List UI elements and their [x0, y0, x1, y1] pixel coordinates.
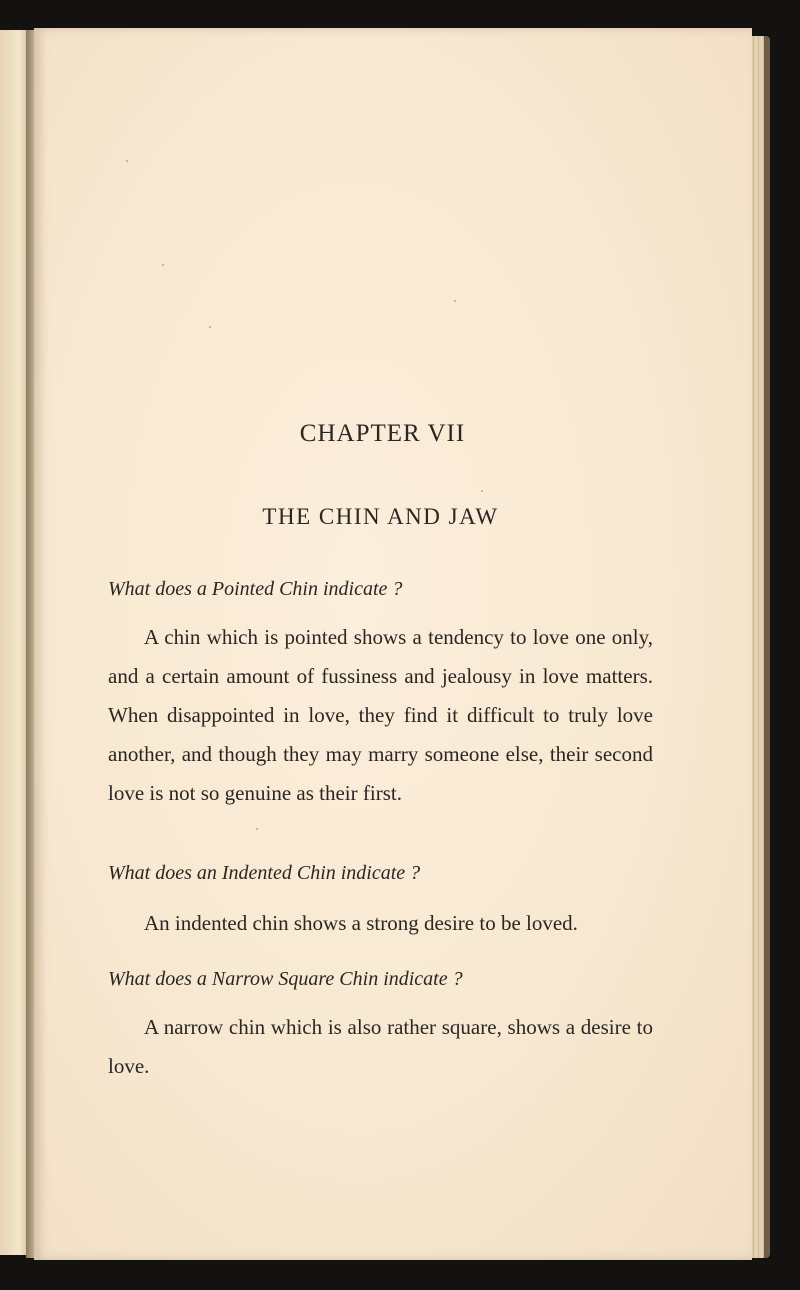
answer-indented-chin: An indented chin shows a strong desire to be loved. [144, 911, 578, 935]
question-narrow-square-chin: What does a Narrow Square Chin indicate ? [108, 968, 463, 990]
paper-speck [209, 326, 211, 328]
paper-speck [256, 828, 258, 830]
question-pointed-chin: What does a Pointed Chin indicate ? [108, 578, 403, 600]
answer-pointed-chin: A chin which is pointed shows a tendency to love one only, and a certain amount of fussiness and jealousy in love matters. When disappointed in love, they find it difficult to truly love another, and though they may marry someone else, their second love is not so genuine as their first. [108, 625, 653, 805]
cover-edge [764, 36, 770, 1258]
chapter-label: CHAPTER VII [299, 420, 466, 447]
question-indented-chin: What does an Indented Chin indicate ? [108, 862, 421, 884]
paper-speck [126, 160, 128, 162]
page-text [108, 420, 653, 1078]
paper-speck [454, 300, 456, 302]
paper-speck [162, 264, 164, 266]
answer-narrow-square-chin: A narrow chin which is also rather square, shows a desire to love. [108, 1015, 653, 1078]
chapter-title: THE CHIN AND JAW [262, 504, 499, 529]
